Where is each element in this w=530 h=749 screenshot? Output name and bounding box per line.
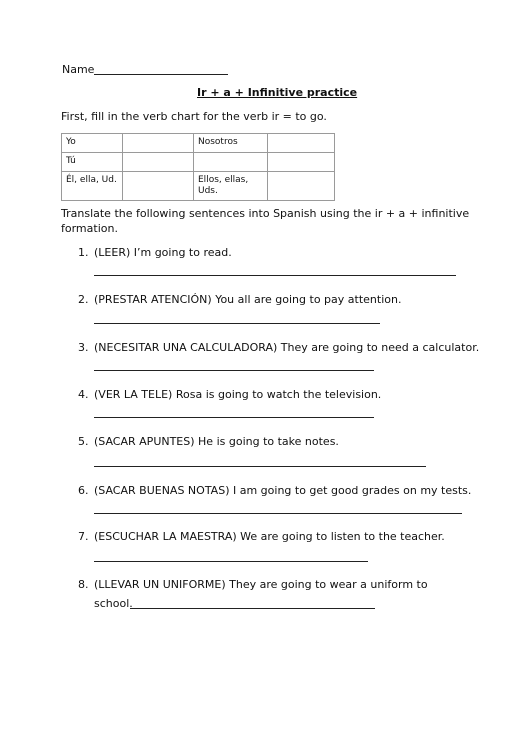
item-prompt-cont: school. xyxy=(94,597,133,610)
chart-pronoun-cell xyxy=(194,153,268,172)
chart-answer-cell[interactable] xyxy=(123,134,194,153)
item-prompt: (SACAR BUENAS NOTAS) I am going to get good grades on my tests. xyxy=(94,484,472,497)
item-number: 2. xyxy=(78,293,89,306)
chart-pronoun-cell: Ellos, ellas, Uds. xyxy=(194,172,268,201)
name-answer-line[interactable] xyxy=(94,74,228,75)
chart-pronoun-cell: Él, ella, Ud. xyxy=(62,172,123,201)
answer-line[interactable] xyxy=(130,608,375,609)
item-number: 8. xyxy=(78,578,89,591)
answer-line[interactable] xyxy=(94,370,374,371)
chart-answer-cell[interactable] xyxy=(268,172,335,201)
item-prompt: (NECESITAR UNA CALCULADORA) They are going to need a calculator. xyxy=(94,341,480,354)
answer-line[interactable] xyxy=(94,513,462,514)
item-prompt: (SACAR APUNTES) He is going to take notes. xyxy=(94,435,339,448)
chart-pronoun-cell: Yo xyxy=(62,134,123,153)
chart-answer-cell[interactable] xyxy=(123,153,194,172)
answer-line[interactable] xyxy=(94,466,426,467)
item-number: 1. xyxy=(78,246,89,259)
item-number: 3. xyxy=(78,341,89,354)
chart-pronoun-cell: Tú xyxy=(62,153,123,172)
chart-answer-cell[interactable] xyxy=(123,172,194,201)
translate-instruction: Translate the following sentences into Spanish using the ir + a + infinitive xyxy=(61,207,470,220)
table-row xyxy=(62,153,335,172)
chart-pronoun-cell: Nosotros xyxy=(194,134,268,153)
item-prompt: (PRESTAR ATENCIÓN) You all are going to pay attention. xyxy=(94,293,402,306)
answer-line[interactable] xyxy=(94,323,380,324)
item-prompt: (VER LA TELE) Rosa is going to watch the television. xyxy=(94,388,382,401)
translate-instruction-cont: formation. xyxy=(61,222,118,235)
name-label: Name xyxy=(62,63,95,76)
item-number: 4. xyxy=(78,388,89,401)
item-number: 6. xyxy=(78,484,89,497)
item-prompt: (ESCUCHAR LA MAESTRA) We are going to listen to the teacher. xyxy=(94,530,445,543)
worksheet-title: Ir + a + Infinitive practice xyxy=(197,86,358,99)
chart-instruction: First, fill in the verb chart for the verb ir = to go. xyxy=(61,110,327,123)
answer-line[interactable] xyxy=(94,275,456,276)
answer-line[interactable] xyxy=(94,561,368,562)
chart-answer-cell[interactable] xyxy=(268,153,335,172)
item-number: 5. xyxy=(78,435,89,448)
item-number: 7. xyxy=(78,530,89,543)
answer-line[interactable] xyxy=(94,417,374,418)
chart-answer-cell[interactable] xyxy=(268,134,335,153)
item-prompt: (LLEVAR UN UNIFORME) They are going to wear a uniform to xyxy=(94,578,428,591)
table-row xyxy=(62,172,335,201)
item-prompt: (LEER) I’m going to read. xyxy=(94,246,232,259)
table-row xyxy=(62,134,335,153)
verb-chart-table xyxy=(61,133,335,201)
